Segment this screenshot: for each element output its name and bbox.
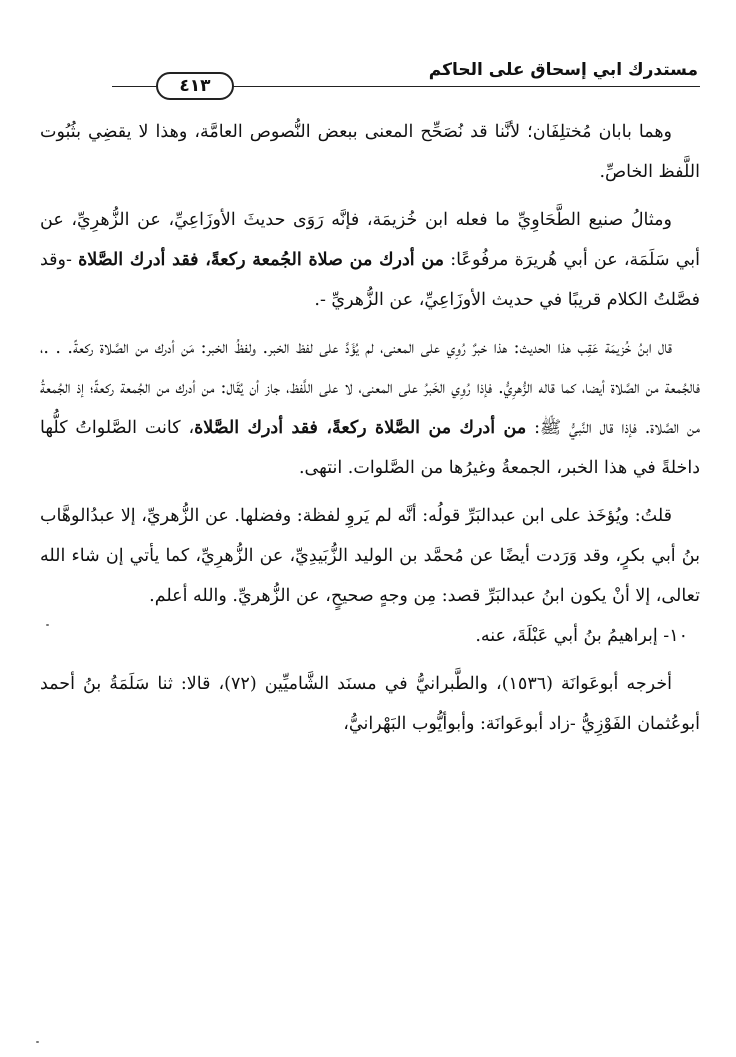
numbered-entry-10 <box>40 616 700 656</box>
text-run: ومثالُ صنيع الطَّحَاوِيِّ ما فعله ابن خُزيمَة، فإنَّه رَوَى حديثَ الأوزَاعِيِّ، عن الزُّهرِيِّ، عن أبي سَلَمَة، عن أبي هُريرَة مرفُوعًا: <box>40 210 701 270</box>
body-text <box>40 112 700 744</box>
hadith-quote: من أدرك من الصَّلاة ركعةً، فقد أدرك الصَّلاة <box>194 418 527 438</box>
page-number-badge: ٤١٣ <box>156 72 234 100</box>
text-run: أخرجه أبوعَوانَة (١٥٣٦)، والطَّبرانيُّ في مسنَد الشَّاميِّين (٧٢)، قالا: ثنا سَلَمَةُ بنُ أحمد أبوعُثمان الفَوْزِيُّ -زاد أبوعَوانَة: وأبوأيُّوب البَهْرانيُّ، <box>40 674 700 734</box>
page-header <box>112 56 700 96</box>
text-run: -وقد فصَّلتُ الكلام قريبًا في حديث الأوزَاعِيِّ، عن الزُّهريِّ -. <box>40 250 700 310</box>
text-run: قلتُ: ويُؤخَذ على ابن عبدالبَرِّ قولُه: أنَّه لم يَروِ لفظة: وفضلها. عن الزُّهريِّ، إلا عبدُالوهَّاب بنُ أبي بكرٍ، وقد وَرَدت أيضًا عن مُحمَّد بن الوليد الزُّبَيدِيِّ، عن الزُّهرِيِّ، كما يأتي إن شاء الله تعالى، إلا أنْ يكون ابنُ عبدالبَرِّ قصد: مِن وجهٍ صحيحٍ، عن الزُّهريِّ. والله أعلم. <box>40 506 700 606</box>
paragraph-4 <box>40 496 700 616</box>
scan-speck <box>46 624 49 626</box>
paragraph-2 <box>40 200 700 320</box>
text-run: ١٠- إبراهيمُ بنُ أبي عَبْلَةَ، عنه. <box>475 626 688 646</box>
text-run: قال ابنُ خُزيمَة عَقِب هذا الحديث: هذا خبرٌ رُوِي على المعنى، لم يُؤَدَّ على لفظ الخبر. ولفظُ الخبر: مَن أدرك من الصَّلاة ركعةً. . .، فالجُمعة من الصَّلاة أيضا، كما قاله الزُّهرِيُّ. فإذا رُوِي الخَبرُ على المعنى، لا على اللَّفظ، جاز أن يُقَال: من أدرك من الجُمعة ركعةً؛ إذ الجُمعةُ من الصَّلاة. فإذا قال النَّبيُّ ﷺ: <box>40 338 701 438</box>
running-title: مستدرك ابي إسحاق على الحاكم <box>428 60 698 80</box>
hadith-quote: من أدرك من صلاة الجُمعة ركعةً، فقد أدرك الصَّلاة <box>78 250 445 270</box>
text-run: وهما بابان مُختلِفَان؛ لأنَّنا قد نُصَحِّح المعنى ببعض النُّصوص العامَّة، وهذا لا يقضِي بثُبُوت اللَّفظ الخاصِّ. <box>40 122 700 182</box>
paragraph-1 <box>40 112 700 192</box>
paragraph-6 <box>40 664 700 744</box>
text-run: ، كانت الصَّلواتُ كلُّها داخلةً في هذا الخبر، الجمعةُ وغيرُها من الصَّلوات. انتهى. <box>40 418 700 478</box>
scan-speck <box>36 1041 39 1043</box>
paragraph-3 <box>40 328 700 488</box>
